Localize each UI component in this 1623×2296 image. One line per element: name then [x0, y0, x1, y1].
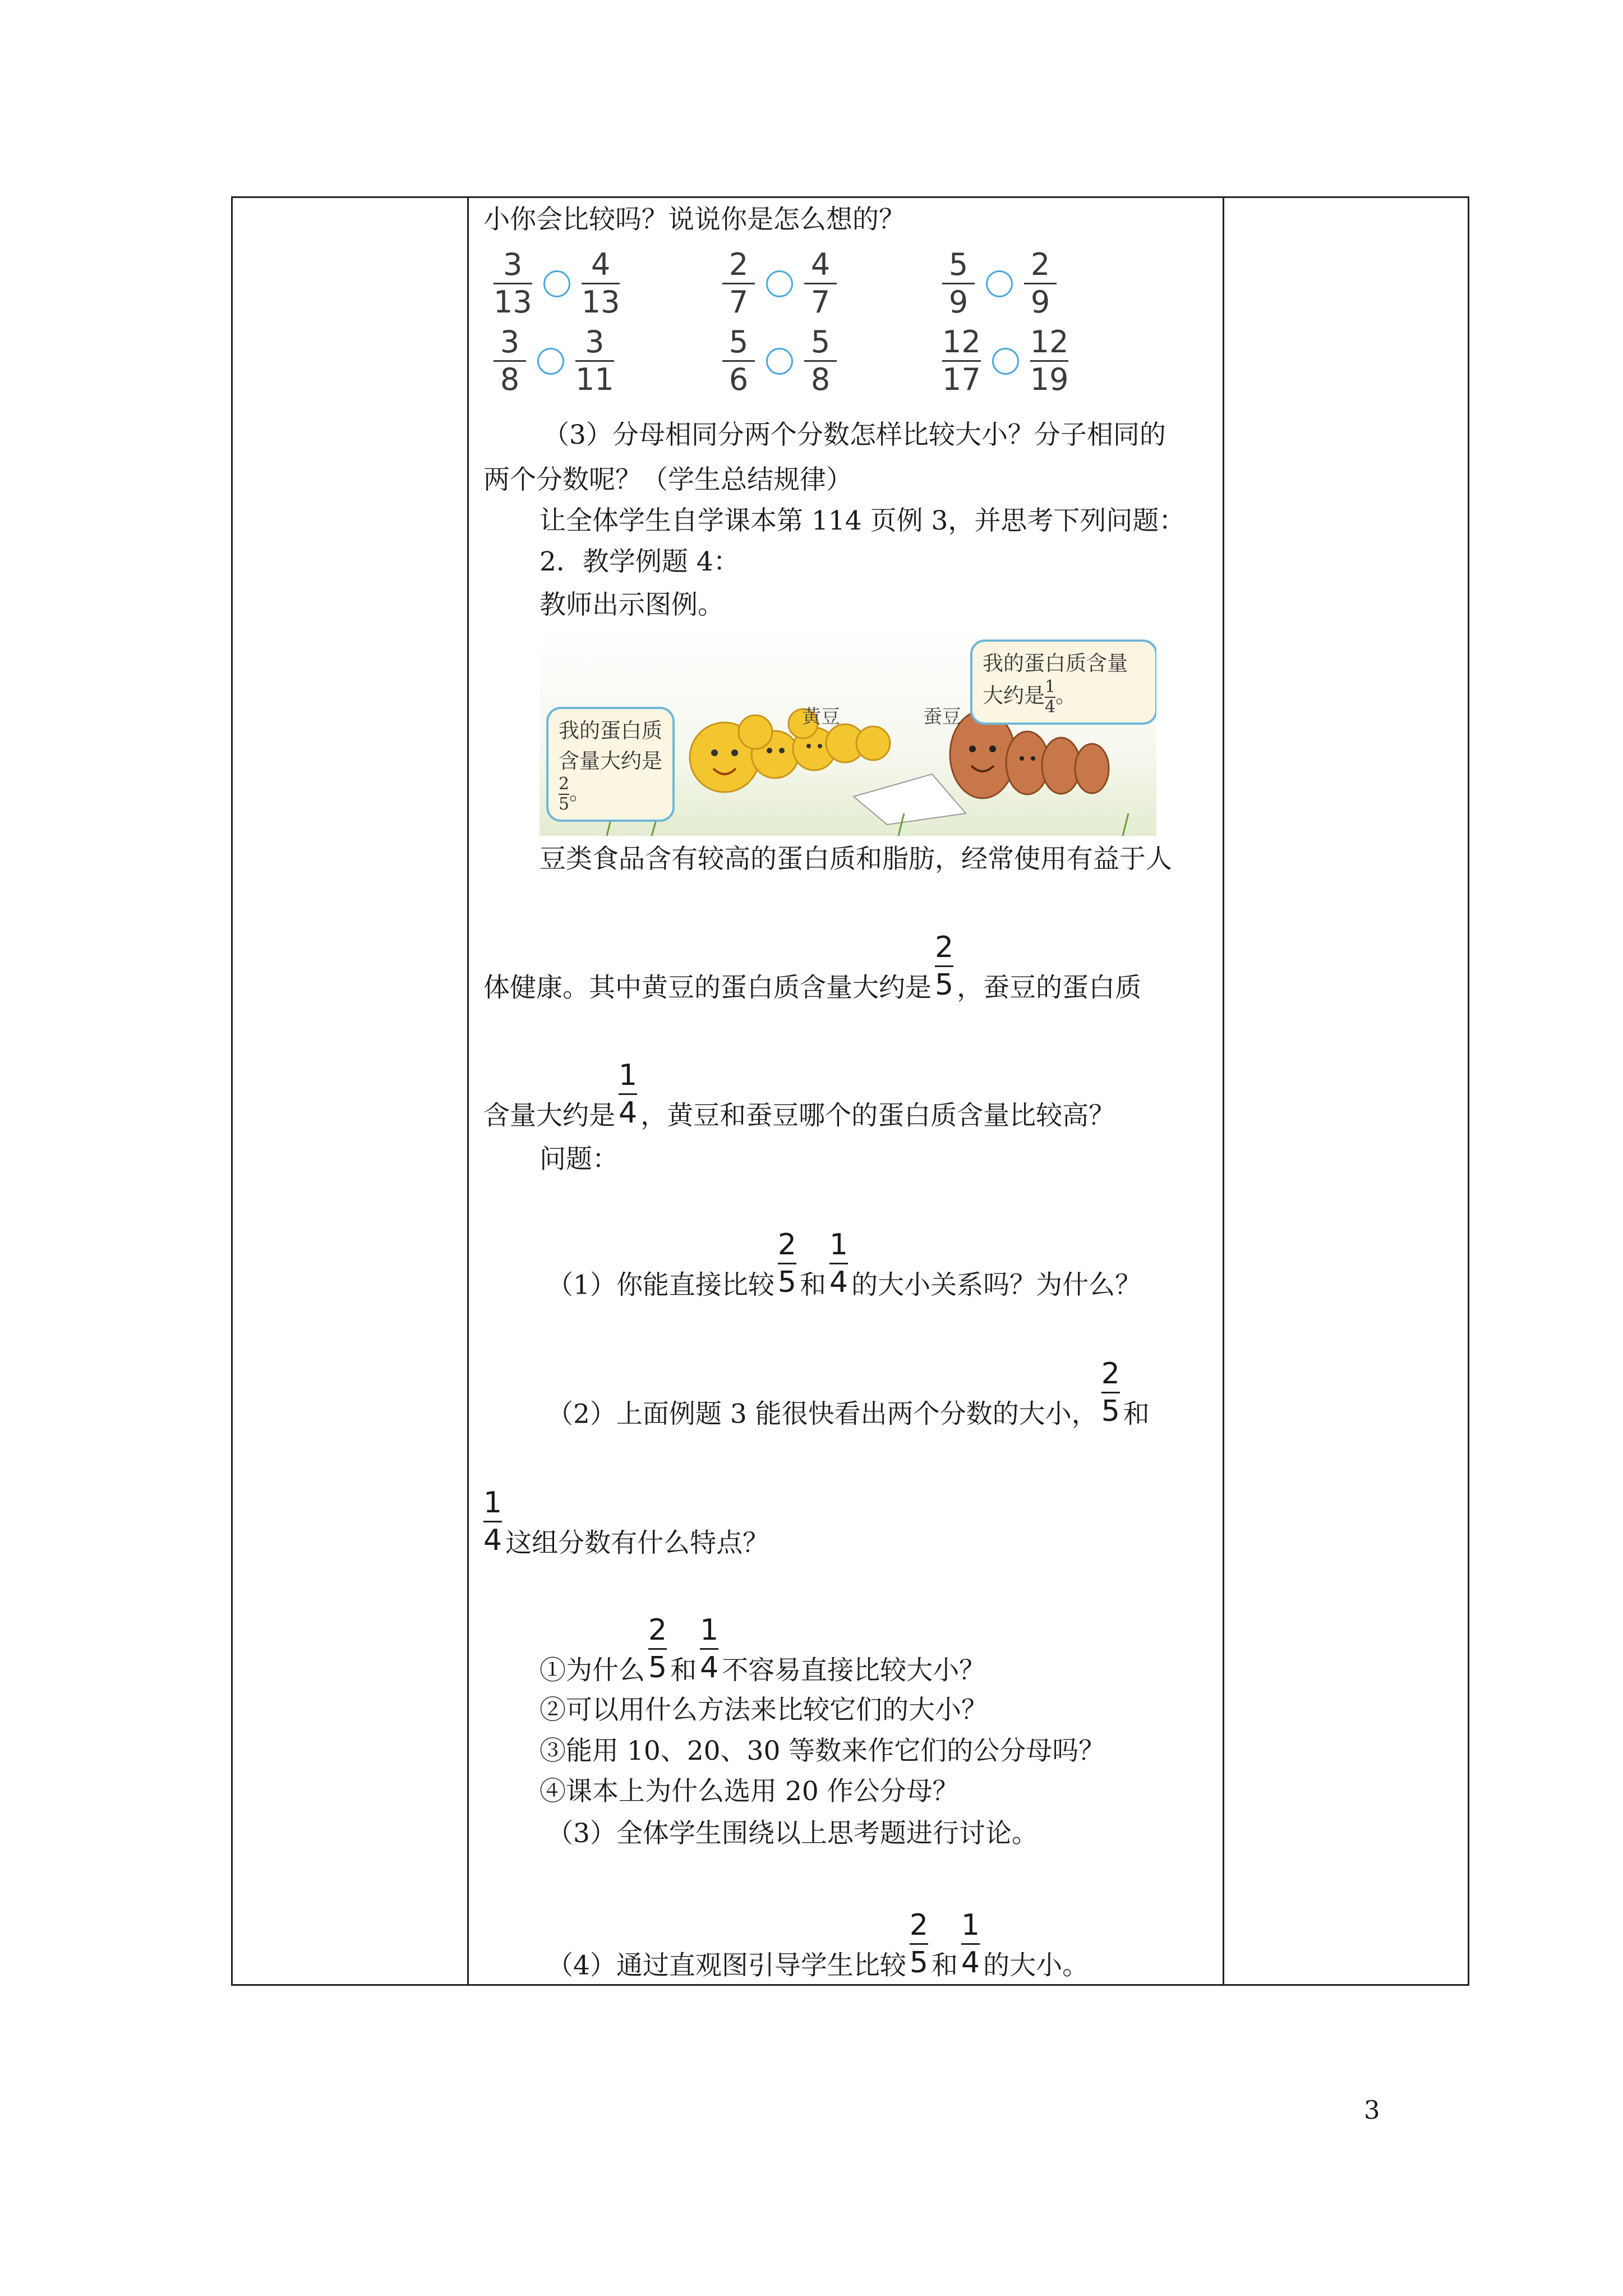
- fraction: $\frac{2}{7}$: [722, 250, 755, 318]
- question-line: （1）你能直接比较 $\frac{2}{5}$ 和 $\frac{1}{4}$ 的大小关系吗？为什么？: [547, 1228, 1142, 1301]
- fraction-one-quarter: $\frac{1}{4}$: [700, 1613, 719, 1685]
- compare-item: [722, 324, 837, 397]
- text-line: 体健康。其中黄豆的蛋白质含量大约是 $\frac{2}{5}$ ，蚕豆的蛋白质: [483, 931, 1142, 1004]
- sub-question-line: ③能用 10、20、30 等数来作它们的公分母吗？: [540, 1736, 1105, 1766]
- sub-question-line: ④课本上为什么选用 20 作公分母？: [540, 1776, 959, 1807]
- column-divider: [467, 198, 469, 1984]
- question-line: （2）上面例题 3 能很快看出两个分数的大小， $\frac{2}{5}$ 和: [547, 1357, 1150, 1430]
- compare-circle: [986, 270, 1013, 297]
- fraction-one-quarter: $\frac{1}{4}$: [829, 1228, 849, 1299]
- fraction: $\frac{5}{6}$: [722, 327, 755, 395]
- fraction: $\frac{3}{8}$: [494, 327, 526, 395]
- fraction: $\frac{3}{11}$: [575, 324, 614, 397]
- compare-item: [494, 324, 614, 397]
- compare-circle: [766, 270, 793, 297]
- text-line: 教师出示图例。: [540, 590, 724, 620]
- fraction-one-quarter: $\frac{1}{4}$: [483, 1486, 502, 1557]
- fraction-one-quarter: $\frac{1}{4}$: [961, 1908, 980, 1980]
- fraction: $\frac{2}{9}$: [1024, 250, 1057, 318]
- fraction: $\frac{5}{8}$: [804, 327, 837, 395]
- fraction-compare-exercise: [494, 247, 1122, 397]
- compare-circle: [766, 348, 793, 375]
- compare-circle: [537, 348, 564, 375]
- fraction-two-fifths: $\frac{2}{5}$: [909, 1908, 928, 1980]
- compare-circle: [543, 270, 570, 297]
- fraction: $\frac{4}{7}$: [804, 250, 837, 318]
- fraction-one-quarter: $\frac{1}{4}$: [1045, 677, 1056, 717]
- fraction-two-fifths: $\frac{2}{5}$: [1101, 1357, 1120, 1428]
- column-divider: [1223, 198, 1224, 1984]
- fraction-two-fifths: $\frac{2}{5}$: [648, 1613, 667, 1685]
- fraction: $\frac{5}{9}$: [942, 250, 975, 318]
- question-line: （3）全体学生围绕以上思考题进行讨论。: [547, 1818, 1038, 1849]
- compare-item: [942, 247, 1057, 320]
- bubble-text: 我的蛋白质含量: [983, 651, 1128, 675]
- text-line: 两个分数呢？（学生总结规律）: [483, 464, 852, 495]
- broadbean-label: 蚕豆: [923, 706, 961, 728]
- text-line: 小你会比较吗？说说你是怎么想的？: [483, 204, 905, 235]
- bubble-text: 我的蛋白质含量大约是: [559, 719, 662, 773]
- fraction: $\frac{12}{19}$: [1030, 324, 1069, 397]
- fraction-two-fifths: $\frac{2}{5}$: [777, 1228, 796, 1299]
- text-line: 豆类食品含有较高的蛋白质和脂肪，经常使用有益于人: [540, 844, 1172, 875]
- text-line: 2．教学例题 4：: [540, 546, 740, 577]
- compare-circle: [992, 348, 1019, 375]
- fraction-two-fifths: $\frac{2}{5}$: [559, 774, 570, 815]
- bubble-text: 大约是: [983, 683, 1045, 708]
- fraction-two-fifths: $\frac{2}{5}$: [935, 931, 954, 1002]
- fraction-one-quarter: $\frac{1}{4}$: [619, 1059, 638, 1130]
- question-line: （4）通过直观图引导学生比较 $\frac{2}{5}$ 和 $\frac{1}{4}$ 的大小。: [547, 1908, 1089, 1981]
- question-line: $\frac{1}{4}$ 这组分数有什么特点？: [483, 1486, 769, 1559]
- bean-protein-illustration: [540, 628, 1156, 836]
- broadbean-speech-bubble: 我的蛋白质含量 大约是 $\frac{1}{4}$ 。: [970, 639, 1156, 725]
- fraction: $\frac{4}{13}$: [581, 247, 620, 320]
- soybean-label: 黄豆: [802, 706, 840, 728]
- fraction: $\frac{12}{17}$: [942, 324, 981, 397]
- compare-item: [494, 247, 620, 320]
- sub-question-line: ②可以用什么方法来比较它们的大小？: [540, 1695, 988, 1726]
- sub-question-line: ①为什么 $\frac{2}{5}$ 和 $\frac{1}{4}$ 不容易直接比较大小？: [540, 1613, 986, 1686]
- text-line: 含量大约是 $\frac{1}{4}$ ，黄豆和蚕豆哪个的蛋白质含量比较高？: [483, 1059, 1115, 1131]
- compare-item: [942, 324, 1069, 397]
- compare-item: [722, 247, 837, 320]
- soybean-speech-bubble: 我的蛋白质含量大约是 $\frac{2}{5}$ 。: [546, 707, 675, 822]
- text-line: 让全体学生自学课本第 114 页例 3，并思考下列问题：: [540, 505, 1186, 536]
- fraction: $\frac{3}{13}$: [494, 247, 532, 320]
- page-number: 3: [1364, 2095, 1380, 2125]
- text-line: （3）分母相同分两个分数怎样比较大小？分子相同的: [543, 420, 1166, 450]
- text-line: 问题：: [540, 1144, 619, 1175]
